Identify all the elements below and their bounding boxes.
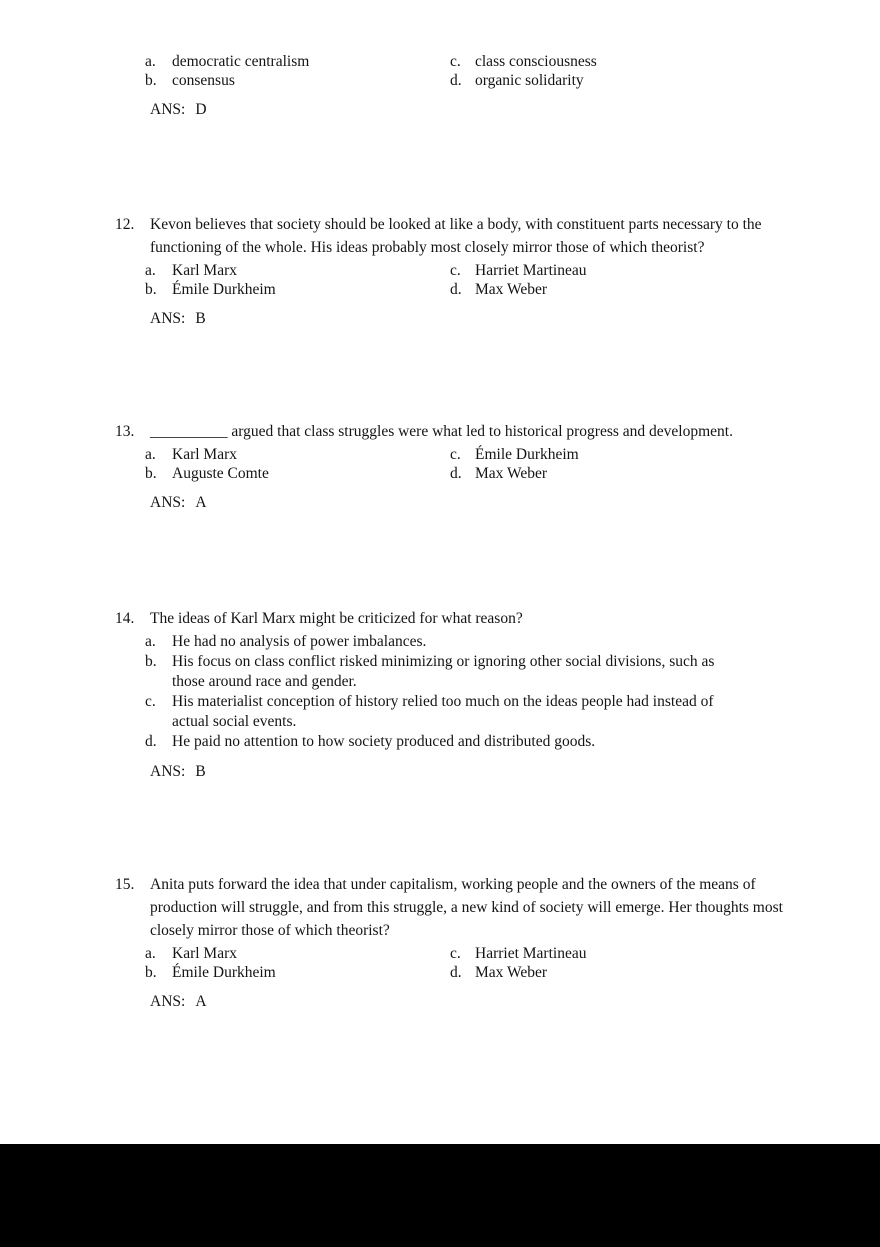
answer-value: B — [195, 763, 206, 780]
option-row — [145, 692, 880, 732]
question-number: 15. — [115, 876, 135, 893]
answer-label: ANS: — [150, 494, 186, 511]
option-text: Karl Marx — [172, 945, 237, 962]
option-text: organic solidarity — [475, 72, 584, 89]
answer-value: A — [195, 993, 207, 1010]
partial-question-options — [0, 50, 880, 119]
option-text: democratic centralism — [172, 53, 310, 70]
option-letter: d. — [450, 72, 462, 89]
option-text: Max Weber — [475, 281, 548, 298]
answer-label: ANS: — [150, 101, 186, 118]
question-line — [0, 873, 880, 942]
option-text: Émile Durkheim — [172, 281, 276, 298]
option-letter: a. — [145, 53, 156, 70]
option-letter: d. — [450, 465, 462, 482]
option-letter: b. — [145, 653, 157, 670]
question-text: Anita puts forward the idea that under capitalism, working people and the owners of the means of production will struggle, and from this struggle, a new kind of society will emerge. Her thoughts most closely mirror those of which theorist? — [150, 876, 783, 939]
option-letter: c. — [145, 693, 156, 710]
answer-label: ANS: — [150, 993, 186, 1010]
option-text: His focus on class conflict risked minimizing or ignoring other social divisions, such as those around race and gender. — [172, 653, 715, 690]
answer-value: A — [195, 494, 207, 511]
option-text: Émile Durkheim — [172, 964, 276, 981]
option-row — [145, 652, 880, 692]
answer-label: ANS: — [150, 310, 186, 327]
option-letter: c. — [450, 262, 461, 279]
option-text: His materialist conception of history relied too much on the ideas people had instead of actual social events. — [172, 693, 714, 730]
question-text: Kevon believes that society should be looked at like a body, with constituent parts necessary to the functioning of the whole. His ideas probably most closely mirror those of which theorist? — [150, 216, 762, 256]
option-letter: a. — [145, 262, 156, 279]
option-grid — [145, 52, 880, 90]
answer-line — [150, 762, 880, 781]
option-letter: a. — [145, 633, 156, 650]
answer-line — [150, 100, 880, 119]
option-letter: a. — [145, 446, 156, 463]
option-grid — [145, 261, 880, 299]
question-15 — [0, 873, 880, 1011]
option-row — [145, 632, 880, 652]
option-text: Max Weber — [475, 465, 548, 482]
question-number: 13. — [115, 423, 135, 440]
option-text: He paid no attention to how society produced and distributed goods. — [172, 733, 596, 750]
option-text: class consciousness — [475, 53, 597, 70]
question-text: __________ argued that class struggles were what led to historical progress and development. — [150, 423, 733, 440]
question-14 — [0, 607, 880, 781]
option-text: Émile Durkheim — [475, 446, 579, 463]
option-letter: c. — [450, 446, 461, 463]
option-text: He had no analysis of power imbalances. — [172, 633, 427, 650]
option-letter: d. — [450, 964, 462, 981]
question-line — [0, 607, 880, 630]
option-letter: c. — [450, 53, 461, 70]
answer-line — [150, 493, 880, 512]
question-line — [0, 420, 880, 443]
option-letter: b. — [145, 281, 157, 298]
option-letter: d. — [450, 281, 462, 298]
option-letter: b. — [145, 72, 157, 89]
option-grid — [145, 944, 880, 982]
option-letter: b. — [145, 465, 157, 482]
letterbox-bar — [0, 1144, 880, 1247]
question-number: 14. — [115, 610, 135, 627]
option-letter: b. — [145, 964, 157, 981]
option-grid — [145, 445, 880, 483]
option-list — [145, 632, 880, 752]
option-text: Harriet Martineau — [475, 262, 587, 279]
option-text: Harriet Martineau — [475, 945, 587, 962]
option-text: consensus — [172, 72, 235, 89]
answer-line — [150, 992, 880, 1011]
option-letter: a. — [145, 945, 156, 962]
option-letter: d. — [145, 733, 157, 750]
answer-value: D — [195, 101, 207, 118]
question-13 — [0, 420, 880, 512]
question-12 — [0, 213, 880, 328]
answer-value: B — [195, 310, 206, 327]
option-text: Max Weber — [475, 964, 548, 981]
answer-label: ANS: — [150, 763, 186, 780]
answer-line — [150, 309, 880, 328]
question-line — [0, 213, 880, 259]
option-text: Karl Marx — [172, 262, 237, 279]
option-text: Karl Marx — [172, 446, 237, 463]
option-letter: c. — [450, 945, 461, 962]
option-text: Auguste Comte — [172, 465, 269, 482]
option-row — [145, 732, 880, 752]
question-number: 12. — [115, 216, 135, 233]
question-text: The ideas of Karl Marx might be criticized for what reason? — [150, 610, 523, 627]
